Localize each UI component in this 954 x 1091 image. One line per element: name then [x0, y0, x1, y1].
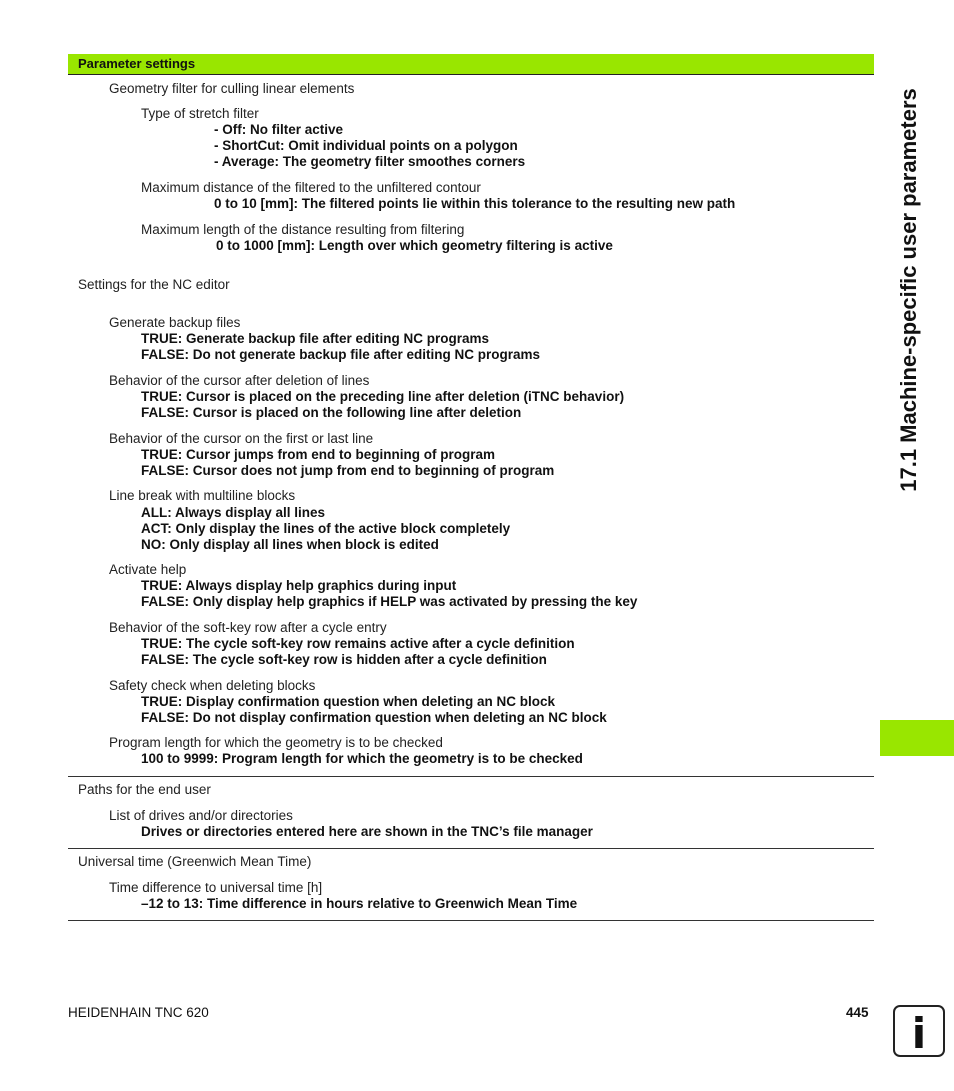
nc-editor-title: Settings for the NC editor: [78, 277, 230, 292]
footer-product: HEIDENHAIN TNC 620: [68, 1005, 209, 1020]
info-glyph-text: i: [911, 1009, 927, 1055]
param-value: 100 to 9999: Program length for which the geometry is to be checked: [141, 751, 583, 766]
max-length-value: 0 to 1000 [mm]: Length over which geometry filtering is active: [216, 238, 613, 253]
table-header-bar: [68, 54, 874, 75]
paths-value: Drives or directories entered here are shown in the TNC’s file manager: [141, 824, 593, 839]
table-header-title: Parameter settings: [78, 56, 196, 71]
param-value: TRUE: Display confirmation question when deleting an NC block: [141, 694, 556, 709]
max-length-label: Maximum length of the distance resulting from filtering: [141, 222, 465, 237]
param-label: Safety check when deleting blocks: [109, 678, 316, 693]
param-label: Line break with multiline blocks: [109, 488, 296, 503]
param-value: NO: Only display all lines when block is edited: [141, 537, 439, 552]
section-divider: [68, 920, 874, 921]
param-value: TRUE: Cursor jumps from end to beginning of program: [141, 447, 495, 462]
paths-label: List of drives and/or directories: [109, 808, 293, 823]
stretch-filter-value: - ShortCut: Omit individual points on a polygon: [214, 138, 518, 153]
param-label: Activate help: [109, 562, 187, 577]
geometry-filter-title: Geometry filter for culling linear elements: [109, 81, 355, 96]
param-label: Program length for which the geometry is to be checked: [109, 735, 443, 750]
param-label: Behavior of the cursor after deletion of lines: [109, 373, 370, 388]
max-distance-label: Maximum distance of the filtered to the unfiltered contour: [141, 180, 481, 195]
param-value: FALSE: Cursor does not jump from end to beginning of program: [141, 463, 555, 478]
param-value: FALSE: Cursor is placed on the following line after deletion: [141, 405, 522, 420]
param-value: FALSE: Do not display confirmation question when deleting an NC block: [141, 710, 607, 725]
utc-value: –12 to 13: Time difference in hours relative to Greenwich Mean Time: [141, 896, 578, 911]
param-label: Behavior of the cursor on the first or last line: [109, 431, 374, 446]
param-value: ALL: Always display all lines: [141, 505, 326, 520]
info-glyph: [895, 1007, 943, 1055]
param-value: ACT: Only display the lines of the active block completely: [141, 521, 511, 536]
section-divider: [68, 848, 874, 849]
param-value: TRUE: Always display help graphics during input: [141, 578, 457, 593]
max-distance-value: 0 to 10 [mm]: The filtered points lie within this tolerance to the resulting new path: [214, 196, 736, 211]
param-label: Generate backup files: [109, 315, 241, 330]
param-value: FALSE: Do not generate backup file after editing NC programs: [141, 347, 541, 362]
paths-title: Paths for the end user: [78, 782, 211, 797]
param-value: TRUE: Cursor is placed on the preceding line after deletion (iTNC behavior): [141, 389, 625, 404]
param-value: FALSE: Only display help graphics if HELP was activated by pressing the key: [141, 594, 638, 609]
chapter-side-title: 17.1 Machine-specific user parameters: [896, 88, 921, 492]
utc-title: Universal time (Greenwich Mean Time): [78, 854, 312, 869]
info-icon: [893, 1005, 945, 1057]
stretch-filter-value: - Average: The geometry filter smoothes corners: [214, 154, 526, 169]
param-value: TRUE: Generate backup file after editing NC programs: [141, 331, 490, 346]
stretch-filter-value: - Off: No filter active: [214, 122, 344, 137]
utc-label: Time difference to universal time [h]: [109, 880, 323, 895]
chapter-thumb-tab: [880, 720, 954, 756]
param-value: FALSE: The cycle soft-key row is hidden after a cycle definition: [141, 652, 547, 667]
param-value: TRUE: The cycle soft-key row remains active after a cycle definition: [141, 636, 575, 651]
section-divider: [68, 776, 874, 777]
page-number: 445: [846, 1005, 869, 1020]
stretch-filter-label: Type of stretch filter: [141, 106, 259, 121]
param-label: Behavior of the soft-key row after a cycle entry: [109, 620, 387, 635]
